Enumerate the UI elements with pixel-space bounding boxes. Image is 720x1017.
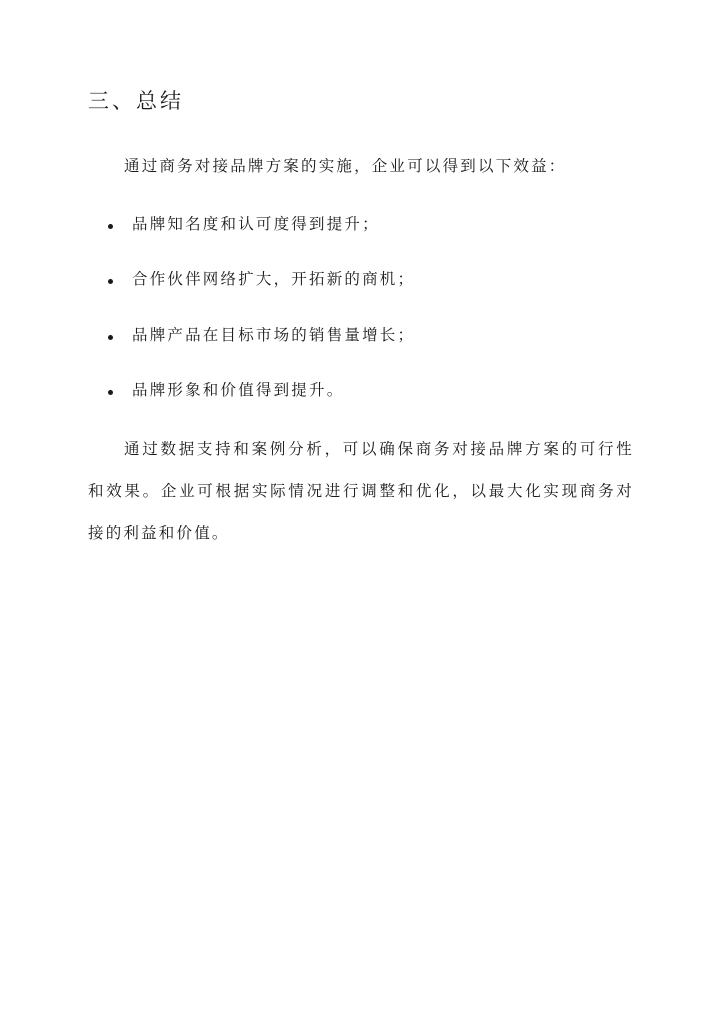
list-item-text: 合作伙伴网络扩大，开拓新的商机； xyxy=(132,270,416,288)
intro-paragraph: 通过商务对接品牌方案的实施，企业可以得到以下效益： xyxy=(124,157,567,175)
bullet-icon xyxy=(108,335,113,340)
bullet-icon xyxy=(108,224,113,229)
bullet-icon xyxy=(108,390,113,395)
closing-paragraph: 通过数据支持和案例分析，可以确保商务对接品牌方案的可行性和效果。企业可根据实际情况进行调整和优化，以最大化实现商务对接的利益和价值。 xyxy=(88,440,634,542)
section-heading: 三、总结 xyxy=(88,89,184,113)
list-item-text: 品牌形象和价值得到提升。 xyxy=(132,381,345,399)
list-item-text: 品牌知名度和认可度得到提升； xyxy=(132,215,380,233)
bullet-icon xyxy=(108,279,113,284)
list-item-text: 品牌产品在目标市场的销售量增长； xyxy=(132,326,416,344)
